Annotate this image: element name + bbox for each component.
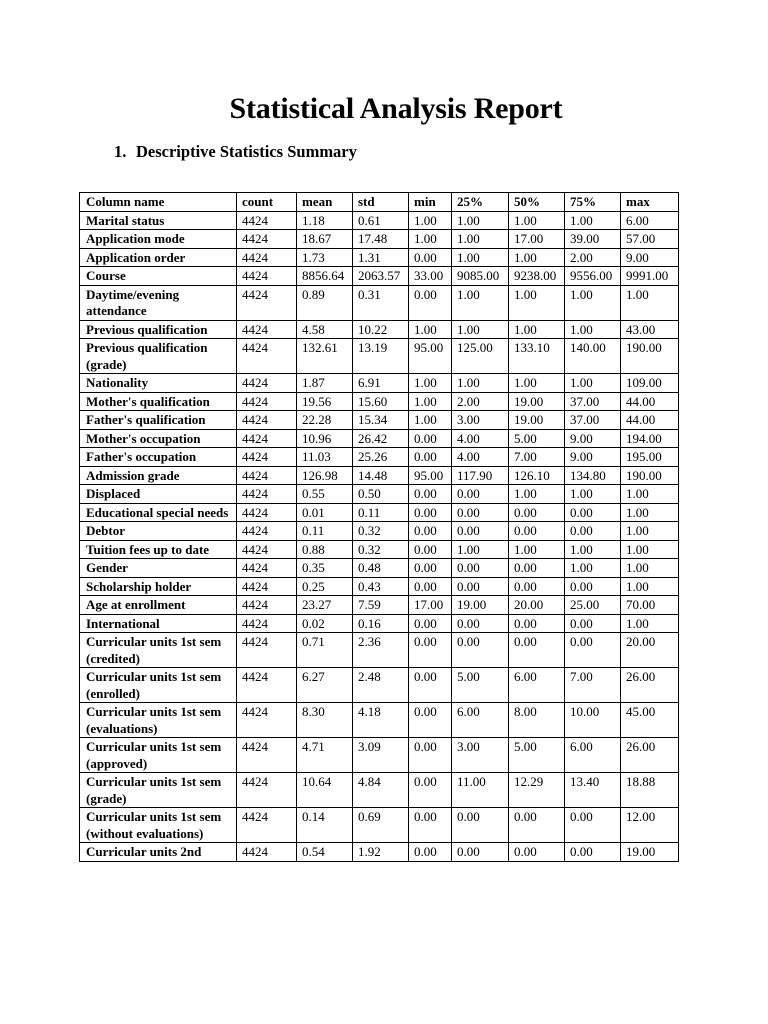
- table-cell: 1.00: [565, 374, 621, 393]
- table-cell: 10.22: [353, 320, 409, 339]
- table-cell: 4424: [237, 485, 297, 504]
- table-row: [80, 267, 679, 286]
- row-label: Admission grade: [80, 466, 237, 485]
- table-cell: 1.18: [297, 211, 353, 230]
- table-cell: 4424: [237, 267, 297, 286]
- table-cell: 0.00: [409, 703, 452, 738]
- table-cell: 12.29: [509, 773, 565, 808]
- table-cell: 126.98: [297, 466, 353, 485]
- header-row: [80, 193, 679, 212]
- table-cell: 1.00: [565, 540, 621, 559]
- table-cell: 9.00: [565, 429, 621, 448]
- column-header: count: [237, 193, 297, 212]
- table-cell: 1.00: [509, 320, 565, 339]
- table-cell: 17.00: [409, 596, 452, 615]
- table-cell: 0.61: [353, 211, 409, 230]
- table-cell: 4424: [237, 614, 297, 633]
- table-cell: 4424: [237, 211, 297, 230]
- table-cell: 1.00: [409, 411, 452, 430]
- table-cell: 13.40: [565, 773, 621, 808]
- table-cell: 37.00: [565, 411, 621, 430]
- table-cell: 1.00: [621, 485, 679, 504]
- table-cell: 2.00: [565, 248, 621, 267]
- table-cell: 19.00: [509, 411, 565, 430]
- table-cell: 0.35: [297, 559, 353, 578]
- table-cell: 0.48: [353, 559, 409, 578]
- table-cell: 23.27: [297, 596, 353, 615]
- table-row: [80, 248, 679, 267]
- table-cell: 57.00: [621, 230, 679, 249]
- table-cell: 3.00: [452, 411, 509, 430]
- table-cell: 10.96: [297, 429, 353, 448]
- table-cell: 6.00: [621, 211, 679, 230]
- table-cell: 33.00: [409, 267, 452, 286]
- table-cell: 0.00: [409, 559, 452, 578]
- descriptive-statistics-table: [79, 192, 679, 862]
- table-cell: 4.58: [297, 320, 353, 339]
- section-title: Descriptive Statistics Summary: [136, 142, 357, 161]
- table-cell: 0.43: [353, 577, 409, 596]
- table-cell: 4.71: [297, 738, 353, 773]
- table-cell: 4.00: [452, 448, 509, 467]
- table-cell: 0.89: [297, 285, 353, 320]
- table-cell: 26.00: [621, 738, 679, 773]
- table-cell: 0.50: [353, 485, 409, 504]
- table-cell: 6.00: [565, 738, 621, 773]
- table-cell: 0.00: [409, 429, 452, 448]
- table-cell: 0.00: [452, 843, 509, 862]
- table-cell: 1.00: [452, 320, 509, 339]
- table-cell: 20.00: [621, 633, 679, 668]
- table-cell: 11.03: [297, 448, 353, 467]
- table-cell: 1.00: [409, 392, 452, 411]
- table-row: [80, 285, 679, 320]
- table-cell: 4424: [237, 285, 297, 320]
- table-cell: 4424: [237, 339, 297, 374]
- table-cell: 1.73: [297, 248, 353, 267]
- table-cell: 0.00: [409, 577, 452, 596]
- report-title: Statistical Analysis Report: [229, 92, 563, 125]
- table-cell: 0.02: [297, 614, 353, 633]
- table-cell: 37.00: [565, 392, 621, 411]
- table-cell: 1.00: [621, 577, 679, 596]
- row-label: Curricular units 1st sem (approved): [80, 738, 237, 773]
- table-cell: 0.00: [409, 738, 452, 773]
- table-cell: 0.00: [565, 522, 621, 541]
- table-cell: 0.00: [452, 577, 509, 596]
- table-cell: 1.00: [621, 503, 679, 522]
- table-cell: 25.00: [565, 596, 621, 615]
- table-cell: 9556.00: [565, 267, 621, 286]
- table-cell: 0.14: [297, 808, 353, 843]
- row-label: Debtor: [80, 522, 237, 541]
- table-row: [80, 668, 679, 703]
- table-cell: 14.48: [353, 466, 409, 485]
- table-cell: 1.00: [565, 320, 621, 339]
- row-label: Displaced: [80, 485, 237, 504]
- table-cell: 0.00: [565, 843, 621, 862]
- table-cell: 2.48: [353, 668, 409, 703]
- row-label: Previous qualification: [80, 320, 237, 339]
- table-row: [80, 773, 679, 808]
- row-label: Curricular units 1st sem (evaluations): [80, 703, 237, 738]
- table-cell: 190.00: [621, 339, 679, 374]
- table-row: [80, 559, 679, 578]
- table-cell: 0.00: [452, 614, 509, 633]
- table-cell: 0.00: [509, 843, 565, 862]
- table-cell: 4424: [237, 466, 297, 485]
- table-cell: 4424: [237, 577, 297, 596]
- table-cell: 4424: [237, 843, 297, 862]
- table-cell: 15.34: [353, 411, 409, 430]
- table-row: [80, 230, 679, 249]
- table-cell: 0.00: [565, 808, 621, 843]
- table-cell: 43.00: [621, 320, 679, 339]
- table-cell: 0.00: [509, 633, 565, 668]
- table-cell: 13.19: [353, 339, 409, 374]
- table-cell: 3.09: [353, 738, 409, 773]
- table-cell: 4424: [237, 374, 297, 393]
- table-cell: 0.00: [565, 577, 621, 596]
- row-label: Curricular units 1st sem (grade): [80, 773, 237, 808]
- table-cell: 0.00: [409, 843, 452, 862]
- table-cell: 2.36: [353, 633, 409, 668]
- table-row: [80, 633, 679, 668]
- table-cell: 0.00: [452, 503, 509, 522]
- row-label: Curricular units 1st sem (enrolled): [80, 668, 237, 703]
- table-cell: 0.00: [565, 633, 621, 668]
- table-cell: 19.00: [509, 392, 565, 411]
- table-cell: 0.00: [509, 614, 565, 633]
- table-cell: 11.00: [452, 773, 509, 808]
- row-label: Educational special needs: [80, 503, 237, 522]
- table-row: [80, 703, 679, 738]
- table-cell: 1.00: [621, 559, 679, 578]
- column-header: min: [409, 193, 452, 212]
- section-heading: [114, 142, 357, 162]
- table-cell: 12.00: [621, 808, 679, 843]
- table-cell: 10.64: [297, 773, 353, 808]
- table-cell: 5.00: [509, 738, 565, 773]
- row-label: Previous qualification (grade): [80, 339, 237, 374]
- row-label: Curricular units 1st sem (without evaluations): [80, 808, 237, 843]
- table-cell: 10.00: [565, 703, 621, 738]
- table-cell: 5.00: [452, 668, 509, 703]
- row-label: Application order: [80, 248, 237, 267]
- table-cell: 0.00: [409, 248, 452, 267]
- table-cell: 70.00: [621, 596, 679, 615]
- table-body: [80, 211, 679, 861]
- row-label: Father's occupation: [80, 448, 237, 467]
- table-cell: 18.67: [297, 230, 353, 249]
- column-header: Column name: [80, 193, 237, 212]
- row-label: Application mode: [80, 230, 237, 249]
- table-cell: 0.00: [452, 808, 509, 843]
- table-cell: 0.00: [409, 540, 452, 559]
- table-row: [80, 843, 679, 862]
- table-row: [80, 339, 679, 374]
- table-cell: 4424: [237, 248, 297, 267]
- table-cell: 0.55: [297, 485, 353, 504]
- table-cell: 4424: [237, 668, 297, 703]
- table-cell: 1.00: [621, 522, 679, 541]
- table-cell: 5.00: [509, 429, 565, 448]
- table-cell: 0.88: [297, 540, 353, 559]
- table-row: [80, 614, 679, 633]
- table-cell: 0.00: [452, 485, 509, 504]
- row-label: International: [80, 614, 237, 633]
- table-cell: 0.00: [409, 633, 452, 668]
- table-cell: 6.27: [297, 668, 353, 703]
- table-cell: 1.00: [509, 211, 565, 230]
- table-row: [80, 596, 679, 615]
- table-cell: 0.00: [509, 522, 565, 541]
- table-row: [80, 411, 679, 430]
- table-cell: 4424: [237, 596, 297, 615]
- table-cell: 4424: [237, 411, 297, 430]
- row-label: Daytime/evening attendance: [80, 285, 237, 320]
- table-cell: 9085.00: [452, 267, 509, 286]
- table-cell: 1.00: [621, 540, 679, 559]
- table-cell: 4424: [237, 448, 297, 467]
- table-cell: 1.00: [621, 285, 679, 320]
- table-cell: 19.00: [621, 843, 679, 862]
- table-row: [80, 522, 679, 541]
- column-header: 25%: [452, 193, 509, 212]
- table-cell: 4424: [237, 522, 297, 541]
- table-cell: 2.00: [452, 392, 509, 411]
- table-cell: 0.00: [509, 577, 565, 596]
- table-cell: 8.00: [509, 703, 565, 738]
- table-row: [80, 808, 679, 843]
- table-cell: 0.71: [297, 633, 353, 668]
- table-cell: 0.54: [297, 843, 353, 862]
- table-cell: 0.00: [509, 808, 565, 843]
- table-cell: 6.00: [452, 703, 509, 738]
- table-row: [80, 448, 679, 467]
- row-label: Father's qualification: [80, 411, 237, 430]
- table-cell: 1.92: [353, 843, 409, 862]
- table-cell: 44.00: [621, 392, 679, 411]
- table-cell: 17.00: [509, 230, 565, 249]
- table-cell: 4424: [237, 738, 297, 773]
- table-cell: 4424: [237, 703, 297, 738]
- table-cell: 0.32: [353, 540, 409, 559]
- table-cell: 125.00: [452, 339, 509, 374]
- table-cell: 1.00: [509, 285, 565, 320]
- table-cell: 0.00: [565, 614, 621, 633]
- table-cell: 1.00: [452, 285, 509, 320]
- table-cell: 1.00: [452, 248, 509, 267]
- table-cell: 1.00: [409, 230, 452, 249]
- table-cell: 4.18: [353, 703, 409, 738]
- table-cell: 1.00: [565, 485, 621, 504]
- table-cell: 0.69: [353, 808, 409, 843]
- table-cell: 1.00: [509, 485, 565, 504]
- row-label: Gender: [80, 559, 237, 578]
- row-label: Course: [80, 267, 237, 286]
- table-cell: 134.80: [565, 466, 621, 485]
- row-label: Nationality: [80, 374, 237, 393]
- table-row: [80, 320, 679, 339]
- row-label: Age at enrollment: [80, 596, 237, 615]
- table-cell: 0.16: [353, 614, 409, 633]
- table-cell: 0.00: [409, 773, 452, 808]
- table-cell: 1.87: [297, 374, 353, 393]
- row-label: Tuition fees up to date: [80, 540, 237, 559]
- table-row: [80, 540, 679, 559]
- column-header: mean: [297, 193, 353, 212]
- table-cell: 1.00: [509, 540, 565, 559]
- table-cell: 8856.64: [297, 267, 353, 286]
- table-cell: 1.00: [452, 211, 509, 230]
- table-row: [80, 374, 679, 393]
- table-cell: 0.01: [297, 503, 353, 522]
- table-cell: 20.00: [509, 596, 565, 615]
- table-cell: 0.00: [409, 668, 452, 703]
- table-cell: 1.00: [565, 559, 621, 578]
- table-cell: 0.32: [353, 522, 409, 541]
- table-row: [80, 466, 679, 485]
- table-cell: 1.00: [452, 540, 509, 559]
- table-row: [80, 738, 679, 773]
- table-cell: 1.00: [621, 614, 679, 633]
- table-cell: 0.00: [409, 614, 452, 633]
- table-cell: 4424: [237, 808, 297, 843]
- table-cell: 194.00: [621, 429, 679, 448]
- table-cell: 17.48: [353, 230, 409, 249]
- table-cell: 0.00: [409, 285, 452, 320]
- table-cell: 7.00: [565, 668, 621, 703]
- table-cell: 0.11: [353, 503, 409, 522]
- table-cell: 0.00: [409, 522, 452, 541]
- table-cell: 4.84: [353, 773, 409, 808]
- table-cell: 0.25: [297, 577, 353, 596]
- table-cell: 6.00: [509, 668, 565, 703]
- table-cell: 4424: [237, 230, 297, 249]
- column-header: 50%: [509, 193, 565, 212]
- table-cell: 15.60: [353, 392, 409, 411]
- table-cell: 0.00: [565, 503, 621, 522]
- table-cell: 7.59: [353, 596, 409, 615]
- table-cell: 95.00: [409, 466, 452, 485]
- table-cell: 26.00: [621, 668, 679, 703]
- table-cell: 8.30: [297, 703, 353, 738]
- table-header: [80, 193, 679, 212]
- table-cell: 1.00: [409, 374, 452, 393]
- table-cell: 190.00: [621, 466, 679, 485]
- table-cell: 195.00: [621, 448, 679, 467]
- row-label: Mother's qualification: [80, 392, 237, 411]
- table-cell: 7.00: [509, 448, 565, 467]
- table-cell: 1.00: [565, 285, 621, 320]
- table-cell: 4424: [237, 559, 297, 578]
- table-cell: 9991.00: [621, 267, 679, 286]
- table-cell: 2063.57: [353, 267, 409, 286]
- table-cell: 0.00: [509, 503, 565, 522]
- table-cell: 133.10: [509, 339, 565, 374]
- row-label: Curricular units 1st sem (credited): [80, 633, 237, 668]
- table-cell: 4.00: [452, 429, 509, 448]
- table-cell: 0.00: [409, 503, 452, 522]
- row-label: Mother's occupation: [80, 429, 237, 448]
- table-cell: 4424: [237, 392, 297, 411]
- table-row: [80, 577, 679, 596]
- table-cell: 9.00: [621, 248, 679, 267]
- table-cell: 4424: [237, 429, 297, 448]
- table-cell: 19.56: [297, 392, 353, 411]
- table-cell: 0.11: [297, 522, 353, 541]
- table-row: [80, 211, 679, 230]
- table-cell: 25.26: [353, 448, 409, 467]
- table-cell: 95.00: [409, 339, 452, 374]
- table-cell: 18.88: [621, 773, 679, 808]
- row-label: Marital status: [80, 211, 237, 230]
- table-cell: 4424: [237, 773, 297, 808]
- table-cell: 0.31: [353, 285, 409, 320]
- table-cell: 9238.00: [509, 267, 565, 286]
- table-cell: 1.00: [565, 211, 621, 230]
- table-cell: 9.00: [565, 448, 621, 467]
- table-cell: 4424: [237, 540, 297, 559]
- table-cell: 3.00: [452, 738, 509, 773]
- table-cell: 1.00: [509, 248, 565, 267]
- table-cell: 0.00: [409, 448, 452, 467]
- table-cell: 140.00: [565, 339, 621, 374]
- table-cell: 1.00: [452, 230, 509, 249]
- table-cell: 26.42: [353, 429, 409, 448]
- table-cell: 0.00: [452, 559, 509, 578]
- table-cell: 132.61: [297, 339, 353, 374]
- table-cell: 19.00: [452, 596, 509, 615]
- table-row: [80, 392, 679, 411]
- table-cell: 4424: [237, 633, 297, 668]
- row-label: Scholarship holder: [80, 577, 237, 596]
- table-cell: 1.00: [452, 374, 509, 393]
- table-row: [80, 485, 679, 504]
- table-cell: 22.28: [297, 411, 353, 430]
- table-cell: 1.00: [509, 374, 565, 393]
- table-cell: 6.91: [353, 374, 409, 393]
- table-cell: 0.00: [409, 485, 452, 504]
- table-cell: 4424: [237, 320, 297, 339]
- table-cell: 0.00: [409, 808, 452, 843]
- column-header: std: [353, 193, 409, 212]
- table-row: [80, 429, 679, 448]
- section-number: 1.: [114, 142, 127, 161]
- column-header: max: [621, 193, 679, 212]
- table-cell: 126.10: [509, 466, 565, 485]
- table-cell: 117.90: [452, 466, 509, 485]
- table-row: [80, 503, 679, 522]
- table-cell: 1.00: [409, 211, 452, 230]
- table-cell: 0.00: [509, 559, 565, 578]
- table-cell: 1.00: [409, 320, 452, 339]
- table-cell: 0.00: [452, 522, 509, 541]
- column-header: 75%: [565, 193, 621, 212]
- table-cell: 1.31: [353, 248, 409, 267]
- table-cell: 4424: [237, 503, 297, 522]
- table-cell: 39.00: [565, 230, 621, 249]
- row-label: Curricular units 2nd: [80, 843, 237, 862]
- table-cell: 45.00: [621, 703, 679, 738]
- table-cell: 0.00: [452, 633, 509, 668]
- table-cell: 44.00: [621, 411, 679, 430]
- table-cell: 109.00: [621, 374, 679, 393]
